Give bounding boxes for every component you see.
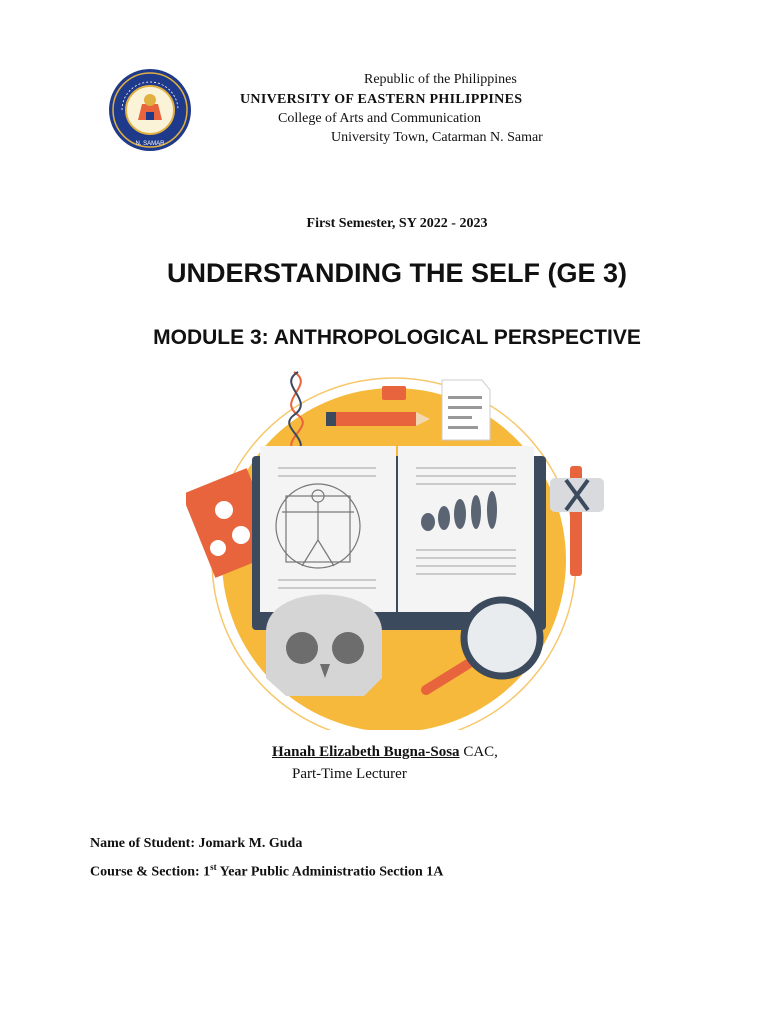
author-name: Hanah Elizabeth Bugna-Sosa [272, 744, 460, 760]
anthropology-illustration [186, 360, 606, 730]
author-suffix: CAC, [459, 744, 498, 760]
document-clip-icon [442, 380, 490, 440]
university-address: University Town, Catarman N. Samar [331, 130, 543, 145]
author-line [272, 744, 498, 761]
country-line: Republic of the Philippines [364, 72, 517, 87]
author-role: Part-Time Lecturer [292, 766, 407, 782]
skull-icon [266, 595, 382, 697]
university-name: UNIVERSITY OF EASTERN PHILIPPINES [240, 92, 523, 107]
student-name-line: Name of Student: Jomark M. Guda [90, 836, 303, 851]
course-title: UNDERSTANDING THE SELF (GE 3) [166, 258, 627, 288]
module-title: MODULE 3: ANTHROPOLOGICAL PERSPECTIVE [153, 326, 641, 349]
course-rest: Year Public Administratio Section 1A [216, 864, 444, 880]
university-seal-icon [108, 68, 192, 152]
course-ordinal-suffix: st [210, 862, 217, 872]
course-prefix: Course & Section: 1 [90, 864, 211, 880]
semester-line: First Semester, SY 2022 - 2023 [306, 216, 488, 231]
college-name: College of Arts and Communication [278, 111, 481, 126]
seal-bottom-text: N. SAMAR [135, 141, 165, 147]
course-section-line [90, 862, 443, 881]
pencil-icon [326, 412, 430, 426]
eraser-icon [382, 386, 406, 400]
